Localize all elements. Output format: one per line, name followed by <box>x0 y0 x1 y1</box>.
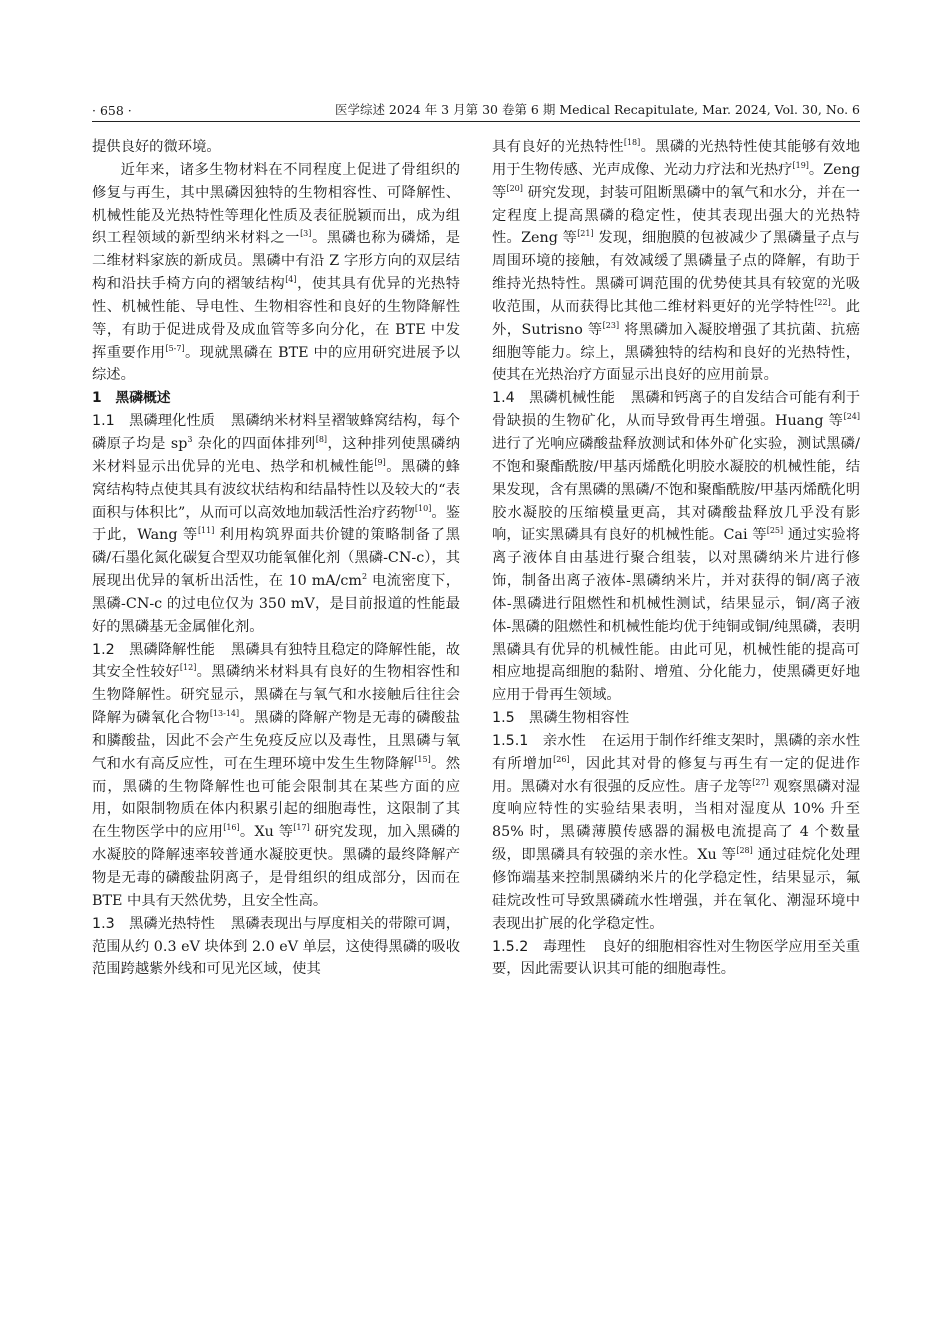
text: ，使其具有优异的光热特性、机械性能、导电性、生物相容性和良好的生物降解性等，有助于促进成骨及成血管等多向分化，在 BTE 中发挥重要作用 <box>92 276 460 361</box>
text: 。Xu 等 <box>239 824 294 841</box>
subsubsection-heading <box>492 733 586 749</box>
citation-ref[interactable]: [23] <box>602 320 620 330</box>
citation-ref[interactable]: [13-14] <box>209 709 240 719</box>
citation-ref[interactable]: [11] <box>197 526 215 536</box>
paragraph <box>492 730 860 936</box>
left-column <box>92 136 460 981</box>
section-number: 1.2 <box>92 641 115 658</box>
superscript: 3 <box>187 435 193 445</box>
paragraph <box>492 936 860 982</box>
text: 提供良好的微环境。 <box>92 139 221 155</box>
text: 电流密度下，黑磷-CN-c 的过电位仅为 350 mV，是目前报道的性能最好的黑磷基无金属催化剂。 <box>92 573 460 635</box>
section-number: 1.1 <box>92 413 115 430</box>
citation-ref[interactable]: [15] <box>414 755 431 765</box>
subsection-heading <box>92 916 215 932</box>
paragraph <box>92 410 460 638</box>
text: 杂化的四面体排列 <box>192 435 316 452</box>
text: 黑磷纳米材料呈褶皱蜂窝结构，每个磷原子均是 sp <box>92 413 461 452</box>
text: ，因此其对骨的修复与再生有一定的促进作用。黑磷对水有很强的反应性。唐子龙等 <box>492 755 861 795</box>
citation-ref[interactable]: [5-7] <box>165 343 185 353</box>
paragraph <box>92 913 460 982</box>
text: 通过实验将离子液体自由基进行聚合组装，以对黑磷纳米片进行修饰，制备出离子液体-黑磷纳米片，并对获得的铜/离子液体-黑磷进行阻燃性和机械性测试，结果显示，铜/离子液体-黑磷的阻燃性和机械性能均优于纯铜或铜/纯黑磷，表明黑磷具有优异的机械性能。由此可见，机械性能的提高可相应地提高细胞的黏附、增殖、分化能力，使黑磷更好地应用于骨再生领域。 <box>492 527 861 704</box>
text: 发现，细胞膜的包被减少了黑磷量子点与周围环境的接触，有效减缓了黑磷量子点的降解，有助于维持光热特性。黑磷可调范围的优势使其具有较宽的光吸收范围，从而获得比其他二维材料更好的光学特性 <box>492 230 860 315</box>
subsection-heading <box>92 413 215 429</box>
section-title: 黑磷光热特性 <box>129 915 215 932</box>
section-number: 1.5.1 <box>492 732 529 749</box>
paragraph <box>492 387 860 707</box>
section-title: 毒理性 <box>542 938 586 955</box>
text: 黑磷和钙离子的自发结合可能有利于骨缺损的生物矿化，从而导致骨再生增强。Huang 等 <box>492 390 861 430</box>
citation-ref[interactable]: [26] <box>553 755 570 765</box>
page-number: · 658 · <box>92 103 132 118</box>
citation-ref[interactable]: [19] <box>792 161 809 171</box>
section-title: 黑磷机械性能 <box>529 390 615 407</box>
section-heading: 1 黑磷概述 <box>92 390 171 407</box>
citation-ref[interactable]: [12] <box>179 663 197 673</box>
section-number: 1.5 <box>492 710 515 727</box>
paragraph <box>92 136 460 159</box>
section-number: 1.5.2 <box>492 938 529 955</box>
text: 。黑磷的降解产物是无毒的磷酸盐和膦酸盐，因此不会产生免疫反应以及毒性，且黑磷与氧气和水有高反应性，可在生理环境中发生生物降解 <box>92 710 461 772</box>
text: 。黑磷的光热特性使其能够有效地用于生物传感、光声成像、光动力疗法和光热疗 <box>492 139 861 178</box>
text: 。现就黑磷在 BTE 中的应用研究进展予以综述。 <box>92 344 461 384</box>
citation-ref[interactable]: [28] <box>736 846 753 856</box>
subsection-heading <box>92 642 215 658</box>
text: 进行了光响应磷酸盐释放测试和体外矿化实验，测试黑磷/不饱和聚酯酰胺/甲基丙烯酰化明胶水凝胶的机械性能，结果发现，含有黑磷的黑磷/不饱和聚酯酰胺/甲基丙烯酰化明胶水凝胶的压缩模量更高，其对磷酸盐释放几乎没有影响，证实黑磷具有良好的机械性能。Cai 等 <box>492 435 860 544</box>
text: 。然而，黑磷的生物降解性也可能会限制其在某些方面的应用，如限制物质在体内积累引起的细胞毒性，这限制了其在生物医学中的应用 <box>92 755 461 841</box>
right-column <box>492 136 860 981</box>
citation-ref[interactable]: [10] <box>414 503 432 513</box>
text: 利用构筑界面共价键的策略制备了黑磷/石墨化氮化碳复合型双功能氧催化剂（黑磷-CN-c），其展现出优异的氧析出活性，在 10 mA/cm <box>92 527 460 590</box>
text: 观察黑磷对湿度响应特性的实验结果表明，当相对湿度从 10% 升至 85% 时，黑磷薄膜传感器的漏极电流提高了 4 个数量级，即黑磷具有较强的亲水性。Xu 等 <box>492 778 861 864</box>
text: 。鉴于此，Wang 等 <box>92 504 460 544</box>
paragraph <box>492 136 860 387</box>
superscript: 2 <box>361 572 368 582</box>
header-rule <box>92 121 860 122</box>
citation-ref[interactable]: [18] <box>623 138 641 148</box>
subsubsection-heading <box>492 939 586 955</box>
paragraph <box>92 159 460 387</box>
text: 在运用于制作纤维支架时，黑磷的亲水性有所增加 <box>492 732 861 772</box>
text: 黑磷具有独特且稳定的降解性能，故其安全性较好 <box>92 641 461 681</box>
text: 。黑磷也称为磷烯，是二维材料家族的新成员。黑磷中有沿 Z 字形方向的双层结构和沿扶手椅方向的褶皱结构 <box>92 230 461 293</box>
section-title: 亲水性 <box>542 732 586 749</box>
text: 研究发现，封装可阻断黑磷中的氧气和水分，并在一定程度上提高黑磷的稳定性，使其表现出强大的光热特性。Zeng 等 <box>492 184 861 247</box>
paragraph <box>92 639 460 913</box>
text: 近年来，诸多生物材料在不同程度上促进了骨组织的修复与再生，其中黑磷因独特的生物相容性、可降解性、机械性能及光热特性等理化性质及表征脱颖而出，成为组织工程领域的新型纳米材料之一 <box>92 161 460 247</box>
text: 良好的细胞相容性对生物医学应用至关重要，因此需要认识其可能的细胞毒性。 <box>492 938 861 978</box>
journal-citation: 医学综述 2024 年 3 月第 30 卷第 6 期 Medical Recapitulate, Mar. 2024, Vol. 30, No. 6 <box>334 102 860 117</box>
text: 。黑磷的蜂窝结构特点使其具有波纹状结构和结晶特性以及较大的“表面积与体积比”，从而可以高效地加载活性治疗药物 <box>92 458 461 521</box>
citation-ref[interactable]: [20] <box>506 183 523 193</box>
section-title: 黑磷降解性能 <box>129 641 215 658</box>
citation-ref[interactable]: [27] <box>752 777 769 787</box>
running-header <box>92 98 860 118</box>
section-number: 1.4 <box>492 390 515 407</box>
citation-ref[interactable]: [24] <box>843 412 860 422</box>
citation-ref[interactable]: [25] <box>766 526 784 536</box>
text: 通过硅烷化处理修饰端基来控制黑磷纳米片的化学稳定性，结果显示，氟硅烷改性可导致黑磷疏水性增强，并在氧化、潮湿环境中表现出扩展的化学稳定性。 <box>492 847 860 932</box>
text: ，这种排列使黑磷纳米材料显示出优异的光电、热学和机械性能 <box>92 435 461 475</box>
citation-ref[interactable]: [4] <box>285 275 297 285</box>
text: 。此外，Sutrisno 等 <box>492 298 861 338</box>
section-title: 黑磷生物相容性 <box>529 710 630 727</box>
text: 。黑磷纳米材料具有良好的生物相容性和生物降解性。研究显示，黑磷在与氧气和水接触后往往会降解为磷氧化合物 <box>92 664 461 727</box>
section-title: 黑磷理化性质 <box>129 413 215 430</box>
citation-ref[interactable]: [3] <box>300 229 312 239</box>
text: 具有良好的光热特性 <box>492 139 624 155</box>
citation-ref[interactable]: [8] <box>315 435 328 445</box>
text: 将黑磷加入凝胶增强了其抗菌、抗癌细胞等能力。综上，黑磷独特的结构和良好的光热特性，使其在光热治疗方面显示出良好的应用前景。 <box>492 321 860 384</box>
citation-ref[interactable]: [16] <box>223 823 240 833</box>
subsection-heading <box>492 707 860 730</box>
citation-ref[interactable]: [22] <box>814 298 831 308</box>
text: 黑磷表现出与厚度相关的带隙可调，范围从约 0.3 eV 块体到 2.0 eV 单层，这使得黑磷的吸收范围跨越紫外线和可见光区域，使其 <box>92 915 461 978</box>
subsection-heading <box>492 390 615 406</box>
text: 研究发现，加入黑磷的水凝胶的降解速率较普通水凝胶更快。黑磷的最终降解产物是无毒的磷酸盐阴离子，是骨组织的组成部分，因而在 BTE 中具有天然优势，且安全性高。 <box>92 824 461 909</box>
citation-ref[interactable]: [21] <box>577 229 594 239</box>
text: 。Zeng 等 <box>492 161 860 201</box>
citation-ref[interactable]: [17] <box>293 823 310 833</box>
citation-ref[interactable]: [9] <box>374 458 386 468</box>
section-number: 1.3 <box>92 915 115 932</box>
